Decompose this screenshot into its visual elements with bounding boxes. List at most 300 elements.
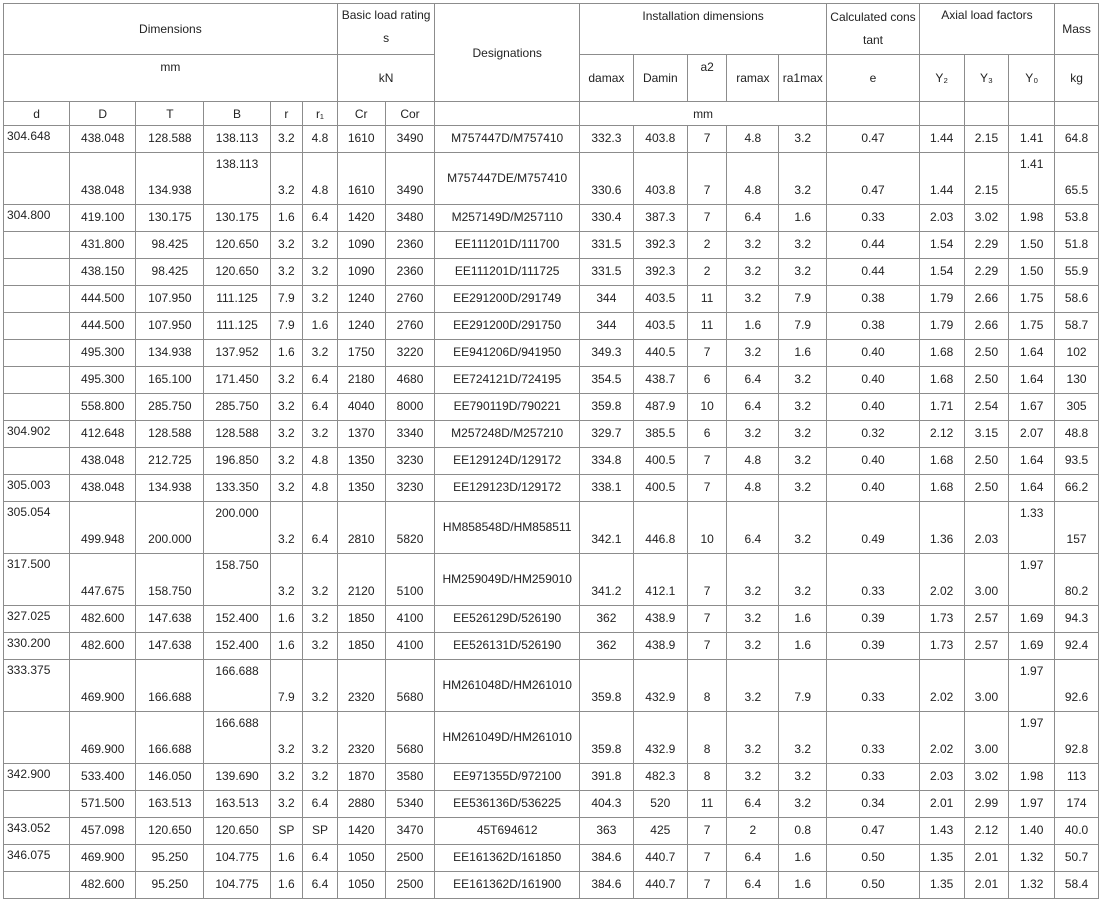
- cell-B: 111.125: [204, 313, 270, 340]
- cell-r1: 6.4: [303, 394, 338, 421]
- cell-mass: 102: [1055, 340, 1099, 367]
- cell-des: EE161362D/161850: [435, 845, 579, 872]
- cell-D: 438.150: [70, 259, 136, 286]
- cell-B: 163.513: [204, 791, 270, 818]
- cell-a2: 7: [687, 818, 727, 845]
- cell-Y0: 1.64: [1009, 475, 1055, 502]
- cell-Y0: 1.64: [1009, 340, 1055, 367]
- cell-Cr: 2120: [337, 554, 385, 606]
- cell-e: 0.33: [827, 764, 920, 791]
- table-row: [4, 872, 1099, 899]
- cell-damax: 341.2: [579, 554, 633, 606]
- cell-d: 304.800: [4, 205, 70, 232]
- cell-damax: 331.5: [579, 232, 633, 259]
- cell-des: M257248D/M257210: [435, 421, 579, 448]
- cell-Y0: 1.33: [1009, 502, 1055, 554]
- cell-Cr: 1350: [337, 448, 385, 475]
- header-installation-dimensions: Installation dimensions: [579, 4, 826, 55]
- cell-d: 346.075: [4, 845, 70, 872]
- cell-a2: 6: [687, 367, 727, 394]
- cell-Y0: 1.50: [1009, 259, 1055, 286]
- cell-damin: 520: [633, 791, 687, 818]
- table-row: [4, 394, 1099, 421]
- cell-D: 571.500: [70, 791, 136, 818]
- cell-T: 285.750: [136, 394, 204, 421]
- cell-d: [4, 232, 70, 259]
- cell-ramax: 1.6: [727, 313, 779, 340]
- cell-B: 139.690: [204, 764, 270, 791]
- cell-mass: 113: [1055, 764, 1099, 791]
- cell-r: 3.2: [270, 394, 303, 421]
- cell-des: HM261049D/HM261010: [435, 712, 579, 764]
- cell-Y3: 2.29: [964, 232, 1009, 259]
- cell-D: 438.048: [70, 475, 136, 502]
- table-row: [4, 367, 1099, 394]
- cell-damax: 330.6: [579, 153, 633, 205]
- cell-mass: 130: [1055, 367, 1099, 394]
- cell-e: 0.40: [827, 367, 920, 394]
- cell-ra1max: 3.2: [779, 791, 827, 818]
- cell-T: 120.650: [136, 818, 204, 845]
- cell-mass: 51.8: [1055, 232, 1099, 259]
- cell-des: EE724121D/724195: [435, 367, 579, 394]
- cell-damin: 403.8: [633, 126, 687, 153]
- cell-Cr: 1240: [337, 286, 385, 313]
- cell-ra1max: 1.6: [779, 205, 827, 232]
- cell-des: M757447D/M757410: [435, 126, 579, 153]
- cell-damax: 330.4: [579, 205, 633, 232]
- cell-r1: 3.2: [303, 606, 338, 633]
- table-row: [4, 286, 1099, 313]
- cell-B: 166.688: [204, 660, 270, 712]
- cell-Cr: 1090: [337, 232, 385, 259]
- cell-Y0: 1.67: [1009, 394, 1055, 421]
- cell-ra1max: 7.9: [779, 286, 827, 313]
- cell-Y2: 2.02: [919, 712, 964, 764]
- cell-T: 134.938: [136, 153, 204, 205]
- cell-Y2: 2.02: [919, 660, 964, 712]
- cell-ramax: 3.2: [727, 340, 779, 367]
- header-axial-load-factors: Axial load factors: [919, 4, 1054, 55]
- table-row: [4, 475, 1099, 502]
- table-row: [4, 205, 1099, 232]
- cell-d: [4, 286, 70, 313]
- cell-Y0: 1.97: [1009, 791, 1055, 818]
- cell-Y0: 1.64: [1009, 448, 1055, 475]
- cell-Cr: 1420: [337, 205, 385, 232]
- cell-r1: 6.4: [303, 367, 338, 394]
- cell-damax: 354.5: [579, 367, 633, 394]
- cell-B: 104.775: [204, 845, 270, 872]
- cell-damax: 362: [579, 633, 633, 660]
- header-calculated-constant: Calculated constant: [827, 4, 920, 55]
- cell-Y2: 1.54: [919, 259, 964, 286]
- header-blank-mass: [1055, 102, 1099, 126]
- cell-ramax: 6.4: [727, 502, 779, 554]
- cell-r: 7.9: [270, 286, 303, 313]
- cell-r: 1.6: [270, 872, 303, 899]
- cell-r1: 1.6: [303, 313, 338, 340]
- table-row: [4, 340, 1099, 367]
- header-unit-kn: kN: [337, 55, 435, 102]
- header-col-y2: Y₂: [919, 55, 964, 102]
- cell-Y0: 1.41: [1009, 153, 1055, 205]
- cell-ra1max: 3.2: [779, 421, 827, 448]
- cell-damax: 359.8: [579, 660, 633, 712]
- cell-r1: 6.4: [303, 791, 338, 818]
- cell-D: 495.300: [70, 367, 136, 394]
- cell-damin: 446.8: [633, 502, 687, 554]
- cell-Y2: 1.73: [919, 633, 964, 660]
- header-designations: Designations: [435, 4, 579, 102]
- cell-T: 98.425: [136, 259, 204, 286]
- cell-Y3: 2.15: [964, 153, 1009, 205]
- cell-e: 0.47: [827, 153, 920, 205]
- cell-Cr: 1050: [337, 872, 385, 899]
- header-unit-kg: kg: [1055, 55, 1099, 102]
- cell-Cor: 2360: [385, 259, 435, 286]
- cell-e: 0.33: [827, 205, 920, 232]
- cell-damin: 438.9: [633, 606, 687, 633]
- cell-damin: 412.1: [633, 554, 687, 606]
- cell-T: 146.050: [136, 764, 204, 791]
- cell-Y3: 2.54: [964, 394, 1009, 421]
- cell-Y3: 2.03: [964, 502, 1009, 554]
- cell-r1: 4.8: [303, 126, 338, 153]
- cell-r: 3.2: [270, 126, 303, 153]
- cell-d: 317.500: [4, 554, 70, 606]
- cell-r: 3.2: [270, 153, 303, 205]
- cell-Y3: 2.99: [964, 791, 1009, 818]
- cell-r1: 4.8: [303, 153, 338, 205]
- cell-a2: 10: [687, 394, 727, 421]
- cell-Y3: 3.00: [964, 660, 1009, 712]
- cell-des: EE129124D/129172: [435, 448, 579, 475]
- cell-Cor: 3470: [385, 818, 435, 845]
- cell-Y3: 3.02: [964, 764, 1009, 791]
- cell-ra1max: 3.2: [779, 475, 827, 502]
- cell-d: [4, 448, 70, 475]
- cell-mass: 64.8: [1055, 126, 1099, 153]
- cell-Y2: 1.68: [919, 340, 964, 367]
- cell-des: 45T694612: [435, 818, 579, 845]
- cell-e: 0.39: [827, 606, 920, 633]
- cell-Y3: 2.12: [964, 818, 1009, 845]
- cell-des: M257149D/M257110: [435, 205, 579, 232]
- cell-ra1max: 3.2: [779, 394, 827, 421]
- header-col-cr: Cr: [337, 102, 385, 126]
- cell-damax: 338.1: [579, 475, 633, 502]
- cell-Y2: 2.12: [919, 421, 964, 448]
- cell-des: EE526131D/526190: [435, 633, 579, 660]
- cell-B: 138.113: [204, 126, 270, 153]
- cell-d: [4, 340, 70, 367]
- cell-ra1max: 3.2: [779, 367, 827, 394]
- cell-T: 147.638: [136, 633, 204, 660]
- cell-ra1max: 3.2: [779, 232, 827, 259]
- cell-damax: 362: [579, 606, 633, 633]
- cell-r: 1.6: [270, 205, 303, 232]
- cell-Cor: 2360: [385, 232, 435, 259]
- header-unit-mm: mm: [4, 55, 338, 102]
- cell-D: 431.800: [70, 232, 136, 259]
- header-blank-y0: [1009, 102, 1055, 126]
- cell-mass: 305: [1055, 394, 1099, 421]
- cell-ramax: 2: [727, 818, 779, 845]
- header-col-r1: r₁: [303, 102, 338, 126]
- cell-Y0: 1.97: [1009, 660, 1055, 712]
- cell-mass: 66.2: [1055, 475, 1099, 502]
- table-row: [4, 448, 1099, 475]
- header-col-B: B: [204, 102, 270, 126]
- cell-e: 0.47: [827, 818, 920, 845]
- cell-a2: 7: [687, 554, 727, 606]
- cell-r1: 6.4: [303, 845, 338, 872]
- header-col-y3: Y₃: [964, 55, 1009, 102]
- cell-T: 128.588: [136, 421, 204, 448]
- header-col-ramax: ramax: [727, 55, 779, 102]
- table-row: [4, 502, 1099, 554]
- table-row: [4, 606, 1099, 633]
- header-mass: Mass: [1055, 4, 1099, 55]
- cell-Cor: 5680: [385, 660, 435, 712]
- cell-Cr: 1090: [337, 259, 385, 286]
- cell-damin: 400.5: [633, 448, 687, 475]
- cell-ra1max: 1.6: [779, 872, 827, 899]
- cell-des: EE291200D/291750: [435, 313, 579, 340]
- cell-r1: 6.4: [303, 872, 338, 899]
- cell-Cr: 1370: [337, 421, 385, 448]
- cell-a2: 7: [687, 126, 727, 153]
- cell-damin: 385.5: [633, 421, 687, 448]
- cell-d: 304.902: [4, 421, 70, 448]
- cell-ramax: 4.8: [727, 153, 779, 205]
- cell-a2: 8: [687, 660, 727, 712]
- cell-mass: 58.6: [1055, 286, 1099, 313]
- cell-Y0: 1.41: [1009, 126, 1055, 153]
- cell-Cor: 8000: [385, 394, 435, 421]
- cell-D: 495.300: [70, 340, 136, 367]
- cell-Y3: 3.02: [964, 205, 1009, 232]
- header-col-T: T: [136, 102, 204, 126]
- cell-Y3: 2.66: [964, 286, 1009, 313]
- cell-damax: 359.8: [579, 394, 633, 421]
- cell-e: 0.40: [827, 448, 920, 475]
- cell-damin: 432.9: [633, 660, 687, 712]
- cell-B: 171.450: [204, 367, 270, 394]
- cell-B: 111.125: [204, 286, 270, 313]
- cell-e: 0.39: [827, 633, 920, 660]
- cell-mass: 80.2: [1055, 554, 1099, 606]
- cell-damax: 404.3: [579, 791, 633, 818]
- cell-mass: 58.7: [1055, 313, 1099, 340]
- cell-mass: 53.8: [1055, 205, 1099, 232]
- cell-damax: 349.3: [579, 340, 633, 367]
- cell-Y2: 1.68: [919, 448, 964, 475]
- cell-Cr: 1610: [337, 153, 385, 205]
- cell-Cor: 5820: [385, 502, 435, 554]
- cell-Y2: 1.68: [919, 367, 964, 394]
- table-row: [4, 818, 1099, 845]
- cell-D: 482.600: [70, 872, 136, 899]
- cell-d: 327.025: [4, 606, 70, 633]
- cell-e: 0.50: [827, 872, 920, 899]
- cell-a2: 11: [687, 791, 727, 818]
- cell-Cr: 2320: [337, 712, 385, 764]
- cell-d: [4, 872, 70, 899]
- cell-B: 200.000: [204, 502, 270, 554]
- header-col-d: d: [4, 102, 70, 126]
- header-col-y0: Y₀: [1009, 55, 1055, 102]
- cell-e: 0.38: [827, 313, 920, 340]
- cell-Cor: 5680: [385, 712, 435, 764]
- cell-T: 134.938: [136, 340, 204, 367]
- cell-D: 533.400: [70, 764, 136, 791]
- cell-B: 152.400: [204, 633, 270, 660]
- cell-a2: 6: [687, 421, 727, 448]
- table-body: [4, 126, 1099, 899]
- cell-Y3: 2.50: [964, 475, 1009, 502]
- cell-e: 0.49: [827, 502, 920, 554]
- cell-T: 107.950: [136, 313, 204, 340]
- cell-damin: 438.9: [633, 633, 687, 660]
- cell-Cr: 1750: [337, 340, 385, 367]
- cell-Y0: 1.64: [1009, 367, 1055, 394]
- cell-a2: 7: [687, 475, 727, 502]
- cell-damax: 359.8: [579, 712, 633, 764]
- cell-r: 1.6: [270, 340, 303, 367]
- cell-a2: 2: [687, 232, 727, 259]
- cell-Y0: 1.32: [1009, 845, 1055, 872]
- cell-r1: SP: [303, 818, 338, 845]
- cell-a2: 10: [687, 502, 727, 554]
- cell-r: 3.2: [270, 232, 303, 259]
- cell-d: [4, 313, 70, 340]
- cell-ramax: 6.4: [727, 367, 779, 394]
- cell-mass: 92.4: [1055, 633, 1099, 660]
- cell-T: 163.513: [136, 791, 204, 818]
- cell-damin: 432.9: [633, 712, 687, 764]
- cell-e: 0.33: [827, 554, 920, 606]
- cell-Y0: 1.69: [1009, 633, 1055, 660]
- cell-a2: 8: [687, 764, 727, 791]
- cell-Cor: 3230: [385, 475, 435, 502]
- cell-Cr: 4040: [337, 394, 385, 421]
- header-dimensions: Dimensions: [4, 4, 338, 55]
- cell-ramax: 6.4: [727, 205, 779, 232]
- cell-e: 0.40: [827, 475, 920, 502]
- cell-Cor: 2760: [385, 286, 435, 313]
- cell-Cor: 3480: [385, 205, 435, 232]
- cell-D: 444.500: [70, 286, 136, 313]
- header-col-ra1max: ra1max: [779, 55, 827, 102]
- cell-D: 469.900: [70, 845, 136, 872]
- cell-ramax: 3.2: [727, 421, 779, 448]
- cell-B: 130.175: [204, 205, 270, 232]
- cell-D: 438.048: [70, 153, 136, 205]
- cell-r1: 6.4: [303, 502, 338, 554]
- cell-Cor: 3230: [385, 448, 435, 475]
- cell-D: 558.800: [70, 394, 136, 421]
- table-row: [4, 313, 1099, 340]
- cell-e: 0.44: [827, 259, 920, 286]
- cell-ra1max: 3.2: [779, 502, 827, 554]
- table-row: [4, 764, 1099, 791]
- cell-d: [4, 153, 70, 205]
- cell-ra1max: 1.6: [779, 845, 827, 872]
- cell-a2: 7: [687, 606, 727, 633]
- cell-Cor: 5100: [385, 554, 435, 606]
- cell-r: 3.2: [270, 475, 303, 502]
- header-col-damax: damax: [579, 55, 633, 102]
- cell-r: 3.2: [270, 259, 303, 286]
- cell-r1: 6.4: [303, 205, 338, 232]
- cell-D: 499.948: [70, 502, 136, 554]
- cell-r: SP: [270, 818, 303, 845]
- cell-Y2: 2.01: [919, 791, 964, 818]
- cell-des: EE291200D/291749: [435, 286, 579, 313]
- cell-Y3: 2.29: [964, 259, 1009, 286]
- cell-Y2: 1.35: [919, 845, 964, 872]
- cell-r: 3.2: [270, 764, 303, 791]
- cell-D: 457.098: [70, 818, 136, 845]
- cell-Y2: 1.54: [919, 232, 964, 259]
- cell-mass: 174: [1055, 791, 1099, 818]
- cell-ramax: 3.2: [727, 286, 779, 313]
- cell-ramax: 3.2: [727, 554, 779, 606]
- cell-ramax: 3.2: [727, 764, 779, 791]
- cell-Y0: 1.69: [1009, 606, 1055, 633]
- table-row: [4, 554, 1099, 606]
- cell-mass: 157: [1055, 502, 1099, 554]
- cell-a2: 7: [687, 340, 727, 367]
- cell-damax: 334.8: [579, 448, 633, 475]
- cell-Y2: 1.44: [919, 126, 964, 153]
- cell-damin: 403.5: [633, 286, 687, 313]
- table-row: [4, 660, 1099, 712]
- cell-D: 444.500: [70, 313, 136, 340]
- cell-ra1max: 1.6: [779, 606, 827, 633]
- cell-T: 98.425: [136, 232, 204, 259]
- cell-ra1max: 3.2: [779, 554, 827, 606]
- cell-mass: 48.8: [1055, 421, 1099, 448]
- cell-a2: 8: [687, 712, 727, 764]
- cell-d: 333.375: [4, 660, 70, 712]
- cell-B: 120.650: [204, 232, 270, 259]
- cell-r: 3.2: [270, 502, 303, 554]
- cell-e: 0.44: [827, 232, 920, 259]
- header-blank-y2: [919, 102, 964, 126]
- cell-damin: 487.9: [633, 394, 687, 421]
- cell-Y3: 2.50: [964, 340, 1009, 367]
- cell-damin: 425: [633, 818, 687, 845]
- cell-Y0: 1.50: [1009, 232, 1055, 259]
- cell-r1: 3.2: [303, 421, 338, 448]
- cell-r1: 3.2: [303, 340, 338, 367]
- table-row: [4, 232, 1099, 259]
- cell-T: 165.100: [136, 367, 204, 394]
- cell-a2: 11: [687, 313, 727, 340]
- cell-des: HM259049D/HM259010: [435, 554, 579, 606]
- cell-d: [4, 367, 70, 394]
- cell-des: HM261048D/HM261010: [435, 660, 579, 712]
- cell-damin: 482.3: [633, 764, 687, 791]
- cell-ramax: 4.8: [727, 126, 779, 153]
- cell-Y0: 2.07: [1009, 421, 1055, 448]
- cell-d: [4, 712, 70, 764]
- cell-Y2: 1.79: [919, 313, 964, 340]
- header-col-e: e: [827, 55, 920, 102]
